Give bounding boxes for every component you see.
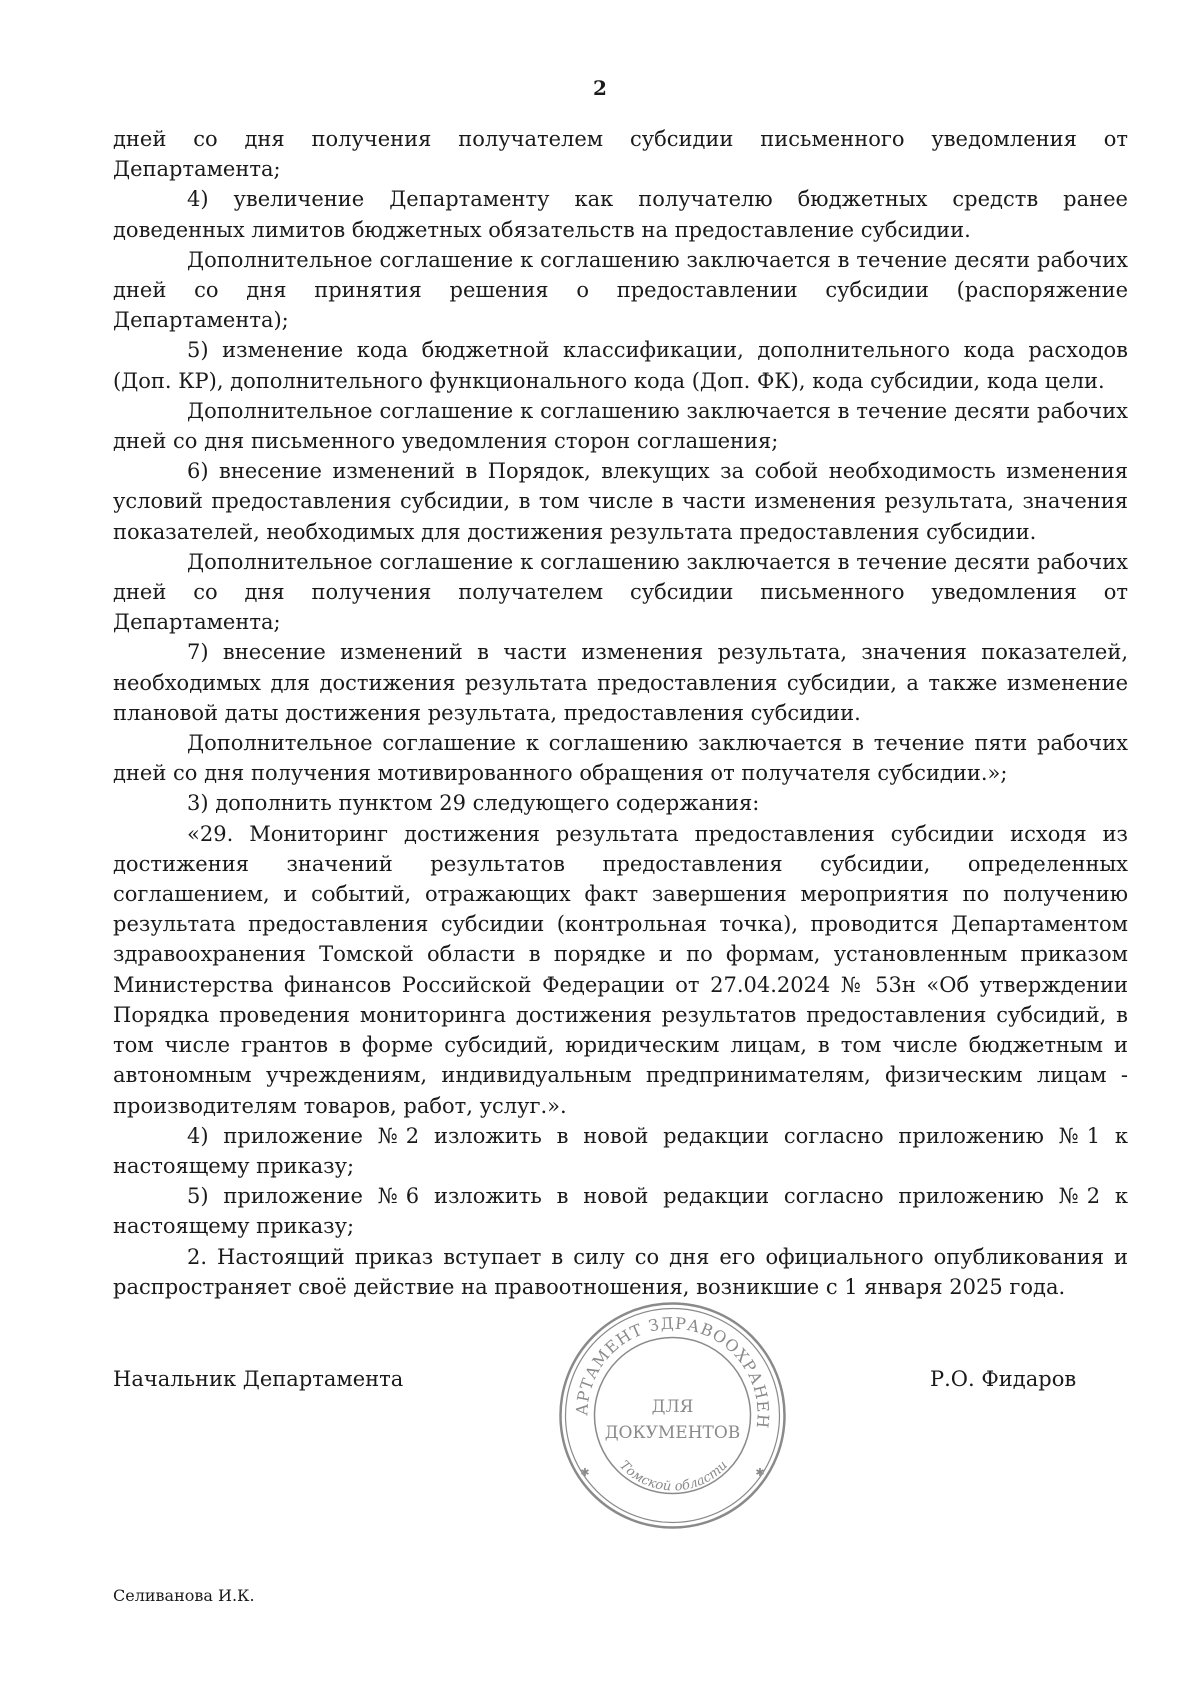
paragraph: 5) приложение №6 изложить в новой редакции согласно приложению №2 к настоящему приказу;	[113, 1184, 1128, 1239]
paragraph: 7) внесение изменений в части изменения результата, значения показателей, необходимых для достижения результата предоставления субсидии, а также изменение плановой даты достижения результата, предоставления субсидии.	[113, 640, 1128, 725]
paragraph: «29. Мониторинг достижения результата предоставления субсидии исходя из достижения значений результатов предоставления субсидии, определенных соглашением, и событий, отражающих факт завершения мероприятия по получению результата предоставления субсидии (контрольная точка), проводится Департаментом здравоохранения Томской области в порядке и по формам, установленным приказом Министерства финансов Российской Федерации от 27.04.2024 № 53н «Об утверждении Порядка проведения мониторинга достижения результатов предоставления субсидий, в том числе грантов в форме субсидий, юридическим лицам, в том числе бюджетным и автономным учреждениям, индивидуальным предпринимателям, физическим лицам - производителям товаров, работ, услуг.».	[113, 821, 1128, 1118]
paragraph: 3) дополнить пунктом 29 следующего содержания:	[187, 791, 760, 816]
seal-bottom-text: Томской области	[616, 1458, 731, 1495]
paragraph: 5) изменение кода бюджетной классификации, дополнительного кода расходов (Доп. КР), дополнительного функционального кода (Доп. ФК), кода субсидии, кода цели.	[113, 338, 1128, 393]
paragraph: 6) внесение изменений в Порядок, влекущих за собой необходимость изменения условий предоставления субсидии, в том числе в части изменения результата, значения показателей, необходимых для достижения результата предоставления субсидии.	[113, 459, 1128, 544]
official-seal	[555, 1298, 790, 1533]
seal-line2: ДОКУМЕНТОВ	[604, 1423, 741, 1443]
paragraph: Дополнительное соглашение к соглашению заключается в течение десяти рабочих дней со дня принятия решения о предоставлении субсидии (распоряжение Департамента);	[113, 247, 1128, 333]
seal-graphic	[555, 1298, 790, 1533]
signatory-name: Р.О. Фидаров	[930, 1367, 1077, 1391]
seal-star-left: ✱	[580, 1466, 590, 1479]
signatory-title: Начальник Департамента	[113, 1367, 404, 1391]
executor-name: Селиванова И.К.	[113, 1586, 255, 1605]
paragraph: 2. Настоящий приказ вступает в силу со дня его официального опубликования и распространяет своё действие на правоотношения, возникшие с 1 января 2025 года.	[113, 1244, 1128, 1299]
seal-outer-text: АРТАМЕНТ ЗДРАВООХРАНЕН	[572, 1313, 773, 1430]
page-number: 2	[593, 76, 607, 100]
paragraph: 4) приложение №2 изложить в новой редакции согласно приложению №1 к настоящему приказу;	[113, 1123, 1128, 1178]
paragraph: Дополнительное соглашение к соглашению заключается в течение пяти рабочих дней со дня получения мотивированного обращения от получателя субсидии.»;	[113, 731, 1128, 786]
seal-star-right: ✱	[755, 1466, 765, 1479]
seal-line1: ДЛЯ	[651, 1397, 694, 1417]
paragraph: Дополнительное соглашение к соглашению заключается в течение десяти рабочих дней со дня письменного уведомления сторон соглашения;	[113, 398, 1128, 454]
paragraph: дней со дня получения получателем субсидии письменного уведомления от Департамента;	[113, 127, 1128, 182]
document-body	[113, 124, 1128, 1302]
paragraph: Дополнительное соглашение к соглашению заключается в течение десяти рабочих дней со дня получения получателем субсидии письменного уведомления от Департамента;	[113, 549, 1128, 635]
paragraph: 4) увеличение Департаменту как получателю бюджетных средств ранее доведенных лимитов бюджетных обязательств на предоставление субсидии.	[113, 187, 1128, 242]
